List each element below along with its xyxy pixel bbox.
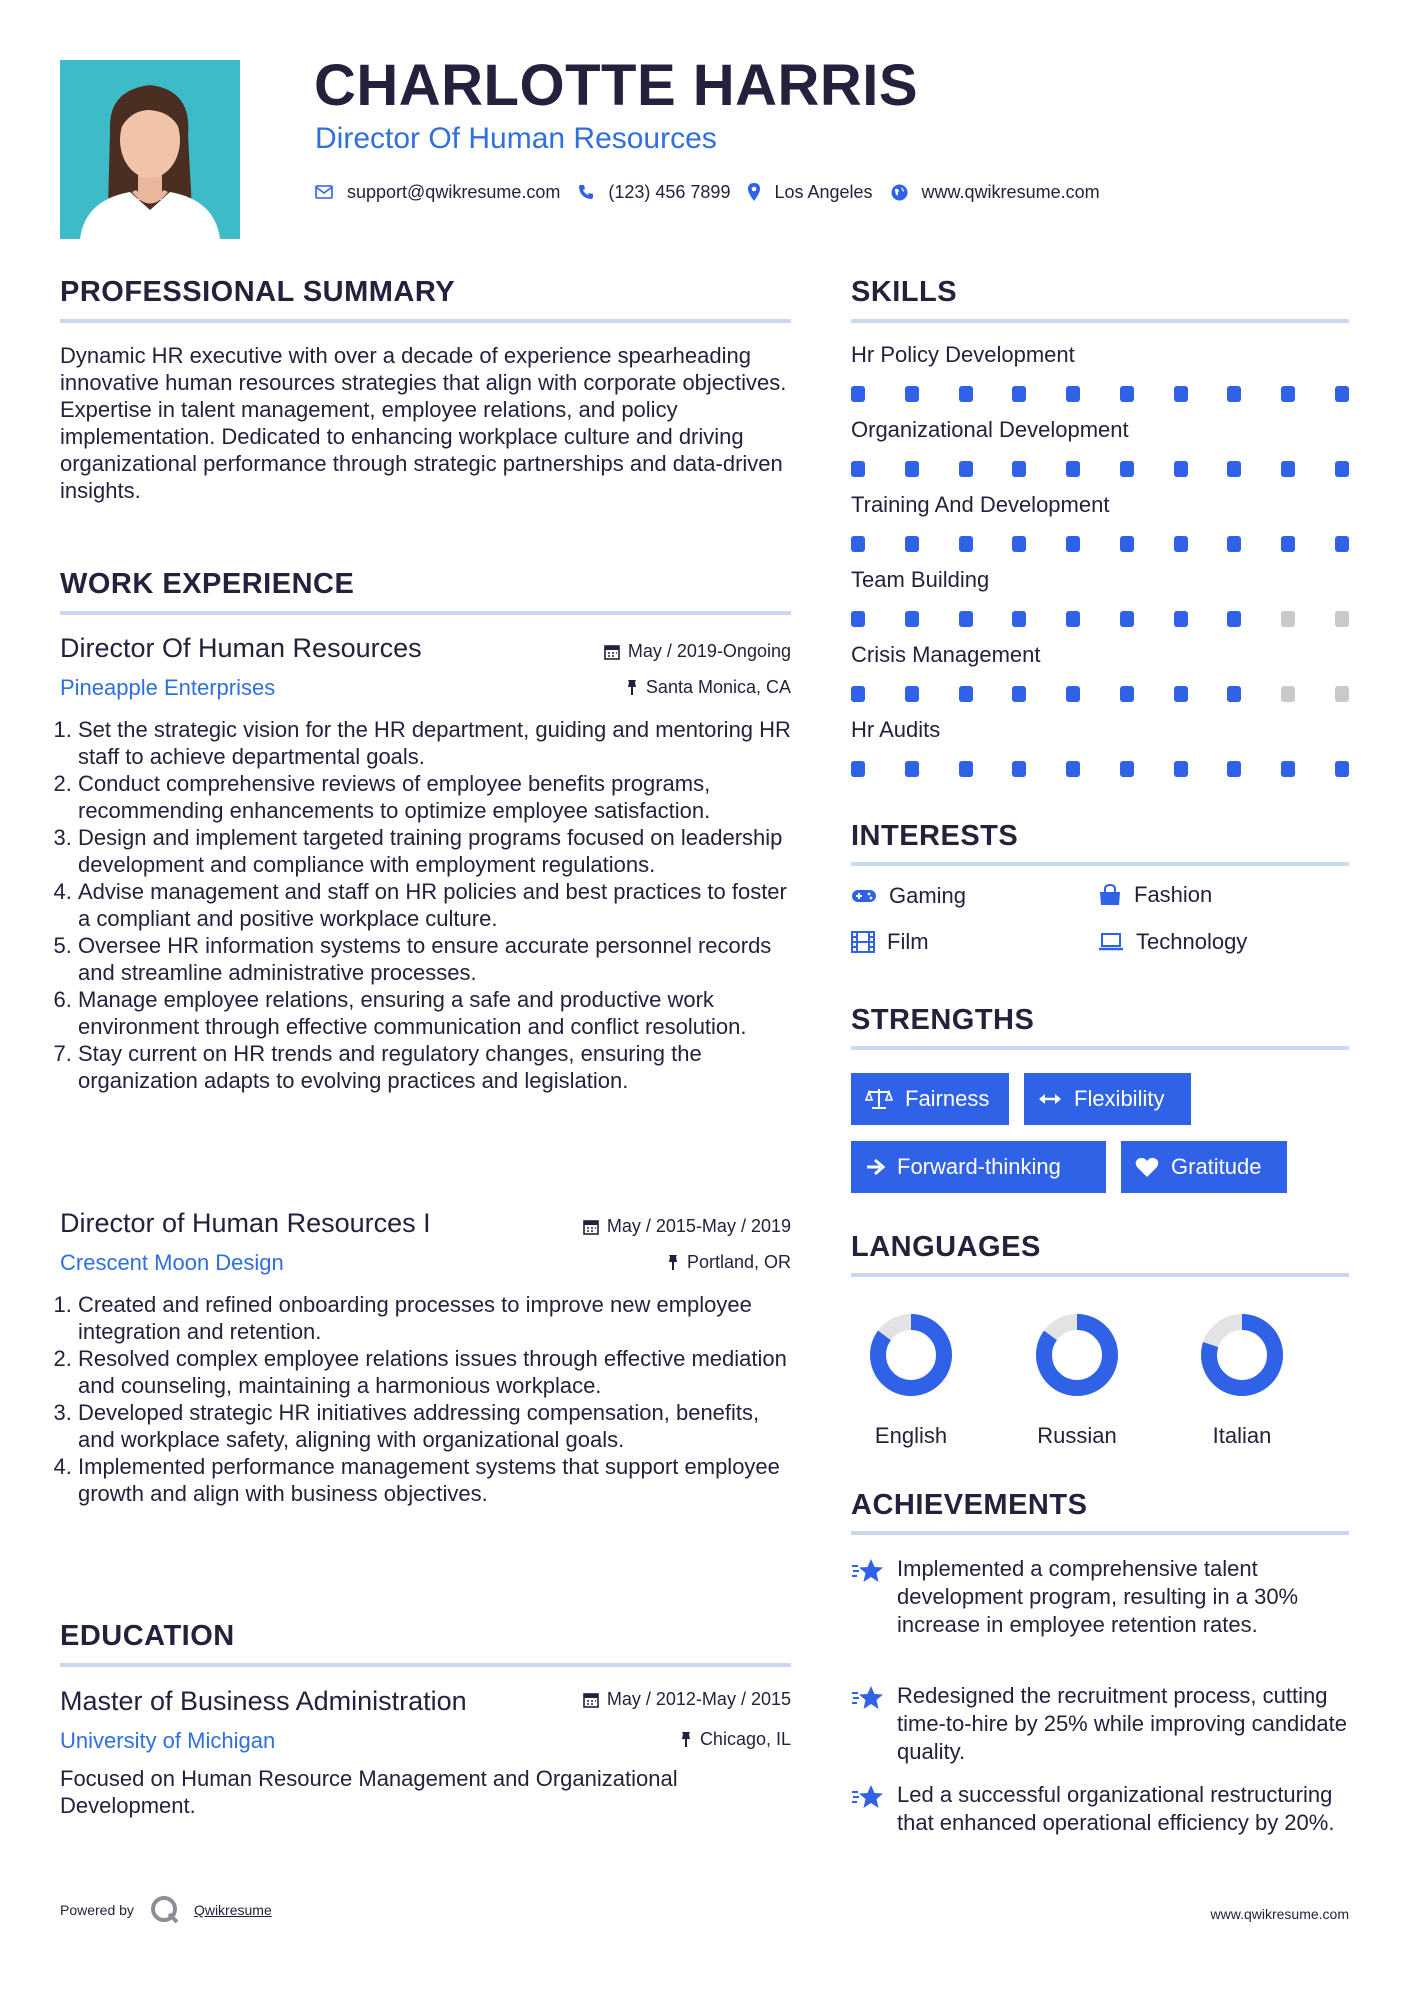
language-russian bbox=[1017, 1310, 1137, 1449]
language-italian bbox=[1182, 1310, 1302, 1449]
skill-dot-filled bbox=[851, 536, 865, 552]
job-location-text: Portland, OR bbox=[686, 1252, 791, 1272]
skill-dot-filled bbox=[959, 761, 973, 777]
skill-dot-filled bbox=[959, 686, 973, 702]
interest-label: Film bbox=[887, 929, 929, 954]
job-title: Director of Human Resources I bbox=[60, 1208, 431, 1238]
skill-dot-filled bbox=[1012, 686, 1026, 702]
education-dates bbox=[583, 1689, 791, 1710]
skill-dot-filled bbox=[1281, 761, 1295, 777]
duty-item: 7. Stay current on HR trends and regulatory changes, ensuring the organization adapts to evolving practices and legislation. bbox=[78, 1040, 791, 1094]
website-text: www.qwikresume.com bbox=[921, 181, 1100, 202]
calendar-icon bbox=[583, 1219, 599, 1235]
contact-email[interactable] bbox=[315, 182, 560, 203]
summary-divider bbox=[60, 319, 791, 323]
interest-technology bbox=[1098, 929, 1247, 955]
education-description: Focused on Human Resource Management and Organizational Development. bbox=[60, 1766, 678, 1818]
star-icon bbox=[851, 1684, 885, 1712]
pushpin-icon bbox=[680, 1731, 692, 1748]
skill-dot-filled bbox=[851, 461, 865, 477]
skill-dot-filled bbox=[905, 386, 919, 402]
summary-text: Dynamic HR executive with over a decade of experience spearheading innovative human resources strategies that align with corporate objectives. Expertise in talent management, employee relations, and policy implementation. Dedicated to enhancing workplace culture and driving organizational performance through strategic partnerships and data-driven insights. bbox=[60, 343, 787, 503]
heart-icon bbox=[1135, 1156, 1159, 1178]
contact-location bbox=[748, 182, 872, 203]
powered-by-label: Powered by bbox=[60, 1902, 134, 1918]
skills-list bbox=[851, 342, 1349, 792]
skill-dot-filled bbox=[1174, 461, 1188, 477]
skill-level-dots bbox=[851, 686, 1349, 702]
duty-item: 4. Implemented performance management systems that support employee growth and align with business objectives. bbox=[78, 1453, 791, 1507]
calendar-icon bbox=[604, 644, 620, 660]
achievement-text: Led a successful organizational restructuring that enhanced operational efficiency by 20%. bbox=[897, 1782, 1335, 1835]
skill-dot-empty bbox=[1281, 686, 1295, 702]
star-icon bbox=[851, 1557, 885, 1585]
strength-label: Flexibility bbox=[1074, 1086, 1165, 1111]
skill-name: Hr Policy Development bbox=[851, 342, 1075, 367]
skill-dot-filled bbox=[1281, 386, 1295, 402]
job-company: Pineapple Enterprises bbox=[60, 675, 276, 700]
job-dates bbox=[604, 641, 791, 662]
skill-dot-filled bbox=[1066, 761, 1080, 777]
skill-dot-filled bbox=[1012, 386, 1026, 402]
skill-name: Hr Audits bbox=[851, 717, 941, 742]
language-donut bbox=[1182, 1310, 1302, 1400]
interest-fashion bbox=[1098, 882, 1212, 908]
skill-dot-filled bbox=[1066, 536, 1080, 552]
skills-divider bbox=[851, 319, 1349, 323]
education-location bbox=[680, 1729, 791, 1750]
languages-heading: LANGUAGES bbox=[851, 1231, 1041, 1263]
envelope-icon bbox=[315, 185, 333, 199]
contact-phone[interactable] bbox=[578, 182, 730, 203]
skill-dot-empty bbox=[1281, 611, 1295, 627]
education-location-text: Chicago, IL bbox=[699, 1729, 791, 1749]
summary-heading: PROFESSIONAL SUMMARY bbox=[60, 276, 456, 308]
skill-dot-filled bbox=[1281, 536, 1295, 552]
skill-dot-filled bbox=[905, 536, 919, 552]
map-marker-icon bbox=[748, 183, 760, 201]
skill-dot-filled bbox=[1227, 761, 1241, 777]
skill-dot-filled bbox=[1335, 386, 1349, 402]
pushpin-icon bbox=[626, 679, 638, 696]
interest-label: Technology bbox=[1136, 929, 1248, 954]
language-donut bbox=[851, 1310, 971, 1400]
skill-dot-filled bbox=[1227, 686, 1241, 702]
strength-label: Fairness bbox=[905, 1086, 990, 1111]
profile-photo bbox=[60, 60, 240, 239]
pushpin-icon bbox=[667, 1254, 679, 1271]
duty-item: 6. Manage employee relations, ensuring a safe and productive work environment through effective communication and conflict resolution. bbox=[78, 986, 791, 1040]
skill-dot-filled bbox=[1012, 761, 1026, 777]
skill-dot-filled bbox=[1281, 461, 1295, 477]
skill-level-dots bbox=[851, 461, 1349, 477]
skill-level-dots bbox=[851, 611, 1349, 627]
achievements-heading: ACHIEVEMENTS bbox=[851, 1489, 1088, 1521]
achievement-text: Redesigned the recruitment process, cutting time-to-hire by 25% while improving candidate quality. bbox=[897, 1683, 1347, 1764]
job-location-text: Santa Monica, CA bbox=[645, 677, 791, 697]
star-icon bbox=[851, 1783, 885, 1811]
interest-label: Fashion bbox=[1134, 882, 1213, 907]
job-dates bbox=[583, 1216, 791, 1237]
skill-dot-filled bbox=[1120, 761, 1134, 777]
arrow-right-icon bbox=[865, 1158, 885, 1176]
language-english bbox=[851, 1310, 971, 1449]
duty-item: 3. Design and implement targeted training programs focused on leadership development and compliance with employment regulations. bbox=[78, 824, 791, 878]
job-dates-text: May / 2019-Ongoing bbox=[627, 641, 791, 661]
duty-item: 4. Advise management and staff on HR policies and best practices to foster a compliant and positive workplace culture. bbox=[78, 878, 791, 932]
skill-dot-filled bbox=[1227, 386, 1241, 402]
skill-name: Crisis Management bbox=[851, 642, 1041, 667]
strengths-divider bbox=[851, 1046, 1349, 1050]
arrows-horizontal-icon bbox=[1038, 1092, 1062, 1106]
skill-dot-filled bbox=[851, 386, 865, 402]
skill-dot-filled bbox=[1120, 386, 1134, 402]
skill-dot-filled bbox=[959, 611, 973, 627]
skill-dot-filled bbox=[1174, 386, 1188, 402]
skill-dot-filled bbox=[1120, 461, 1134, 477]
job-duties-list bbox=[60, 1291, 791, 1507]
interests-divider bbox=[851, 862, 1349, 866]
education-heading: EDUCATION bbox=[60, 1620, 235, 1652]
degree-title: Master of Business Administration bbox=[60, 1686, 467, 1716]
language-name: English bbox=[874, 1423, 948, 1448]
skill-dot-filled bbox=[1174, 761, 1188, 777]
experience-divider bbox=[60, 611, 791, 615]
strengths-heading: STRENGTHS bbox=[851, 1004, 1035, 1036]
skill-dot-filled bbox=[1066, 686, 1080, 702]
skill-dot-filled bbox=[1174, 536, 1188, 552]
candidate-name: CHARLOTTE HARRIS bbox=[314, 53, 919, 118]
skill-dot-empty bbox=[1335, 611, 1349, 627]
skill-row bbox=[851, 642, 1349, 717]
achievement-item bbox=[851, 1682, 1349, 1766]
skill-dot-filled bbox=[959, 536, 973, 552]
location-text: Los Angeles bbox=[774, 181, 873, 202]
contact-bar bbox=[315, 180, 1118, 204]
strength-badge-fairness bbox=[851, 1073, 1009, 1125]
skill-row bbox=[851, 567, 1349, 642]
skill-dot-filled bbox=[959, 386, 973, 402]
film-icon bbox=[851, 931, 875, 953]
interest-label: Gaming bbox=[889, 883, 967, 908]
duty-item: 1. Created and refined onboarding processes to improve new employee integration and retention. bbox=[78, 1291, 791, 1345]
footer-website[interactable]: www.qwikresume.com bbox=[1210, 1906, 1349, 1922]
interests-heading: INTERESTS bbox=[851, 820, 1019, 852]
skill-dot-filled bbox=[1174, 611, 1188, 627]
globe-icon bbox=[891, 184, 908, 201]
skill-dot-filled bbox=[1227, 611, 1241, 627]
skill-dot-filled bbox=[905, 461, 919, 477]
skill-dot-empty bbox=[1335, 686, 1349, 702]
skill-dot-filled bbox=[1012, 536, 1026, 552]
strength-badge-flexibility bbox=[1024, 1073, 1191, 1125]
strength-label: Forward-thinking bbox=[897, 1154, 1061, 1179]
achievements-divider bbox=[851, 1531, 1349, 1535]
skill-dot-filled bbox=[851, 611, 865, 627]
skill-dot-filled bbox=[1120, 686, 1134, 702]
skill-row bbox=[851, 492, 1349, 567]
duty-item: 2. Conduct comprehensive reviews of employee benefits programs, recommending enhancements to optimize employee satisfaction. bbox=[78, 770, 791, 824]
skill-level-dots bbox=[851, 536, 1349, 552]
skill-dot-filled bbox=[1335, 761, 1349, 777]
skill-dot-filled bbox=[1012, 461, 1026, 477]
shopping-bag-icon bbox=[1098, 884, 1122, 906]
skill-name: Training And Development bbox=[851, 492, 1110, 517]
skill-dot-filled bbox=[1066, 461, 1080, 477]
languages-divider bbox=[851, 1273, 1349, 1277]
balance-scale-icon bbox=[865, 1087, 893, 1111]
skill-dot-filled bbox=[1335, 536, 1349, 552]
duty-item: 1. Set the strategic vision for the HR department, guiding and mentoring HR staff to achieve departmental goals. bbox=[78, 716, 791, 770]
skill-dot-filled bbox=[1227, 536, 1241, 552]
skill-row bbox=[851, 342, 1349, 417]
strength-label: Gratitude bbox=[1171, 1154, 1262, 1179]
skill-dot-filled bbox=[959, 461, 973, 477]
language-donut bbox=[1017, 1310, 1137, 1400]
footer-powered-by bbox=[60, 1895, 272, 1925]
skill-dot-filled bbox=[1066, 611, 1080, 627]
skill-level-dots bbox=[851, 761, 1349, 777]
candidate-role: Director Of Human Resources bbox=[315, 122, 717, 155]
duty-item: 3. Developed strategic HR initiatives addressing compensation, benefits, and workplace safety, aligning with organizational goals. bbox=[78, 1399, 791, 1453]
duty-item: 2. Resolved complex employee relations issues through effective mediation and counseling, maintaining a harmonious workplace. bbox=[78, 1345, 791, 1399]
job-duties-list bbox=[60, 716, 791, 1094]
skills-heading: SKILLS bbox=[851, 276, 958, 308]
school-name: University of Michigan bbox=[60, 1728, 276, 1753]
contact-website[interactable] bbox=[891, 182, 1100, 203]
language-name: Russian bbox=[1037, 1423, 1117, 1448]
phone-icon bbox=[578, 184, 594, 200]
skill-name: Organizational Development bbox=[851, 417, 1129, 442]
skill-name: Team Building bbox=[851, 567, 990, 592]
strength-badge-forward-thinking bbox=[851, 1141, 1106, 1193]
phone-text: (123) 456 7899 bbox=[608, 181, 731, 202]
duty-item: 5. Oversee HR information systems to ensure accurate personnel records and streamline administrative processes. bbox=[78, 932, 791, 986]
strength-badge-gratitude bbox=[1121, 1141, 1287, 1193]
skill-dot-filled bbox=[1012, 611, 1026, 627]
email-text: support@qwikresume.com bbox=[347, 181, 561, 202]
skill-dot-filled bbox=[905, 761, 919, 777]
language-name: Italian bbox=[1212, 1423, 1272, 1448]
laptop-icon bbox=[1098, 932, 1124, 952]
skill-row bbox=[851, 417, 1349, 492]
qwikresume-logo-icon bbox=[150, 1895, 180, 1925]
achievement-item bbox=[851, 1781, 1349, 1837]
job-location bbox=[667, 1252, 791, 1273]
skill-dot-filled bbox=[1227, 461, 1241, 477]
skill-dot-filled bbox=[1174, 686, 1188, 702]
achievement-item bbox=[851, 1555, 1349, 1639]
interest-film bbox=[851, 929, 929, 955]
skill-dot-filled bbox=[851, 761, 865, 777]
calendar-icon bbox=[583, 1692, 599, 1708]
achievement-text: Implemented a comprehensive talent development program, resulting in a 30% increase in employee retention rates. bbox=[897, 1556, 1299, 1637]
skill-level-dots bbox=[851, 386, 1349, 402]
skill-dot-filled bbox=[1120, 536, 1134, 552]
education-dates-text: May / 2012-May / 2015 bbox=[606, 1689, 791, 1709]
skill-dot-filled bbox=[1120, 611, 1134, 627]
job-company: Crescent Moon Design bbox=[60, 1250, 284, 1275]
qwikresume-link[interactable]: Qwikresume bbox=[193, 1902, 272, 1918]
education-divider bbox=[60, 1663, 791, 1667]
skill-dot-filled bbox=[851, 686, 865, 702]
skill-row bbox=[851, 717, 1349, 792]
gamepad-icon bbox=[851, 888, 877, 904]
experience-heading: WORK EXPERIENCE bbox=[60, 568, 355, 600]
job-location bbox=[626, 677, 791, 698]
skill-dot-filled bbox=[905, 686, 919, 702]
skill-dot-filled bbox=[905, 611, 919, 627]
job-dates-text: May / 2015-May / 2019 bbox=[606, 1216, 791, 1236]
skill-dot-filled bbox=[1066, 386, 1080, 402]
job-title: Director Of Human Resources bbox=[60, 633, 422, 663]
skill-dot-filled bbox=[1335, 461, 1349, 477]
interest-gaming bbox=[851, 883, 966, 909]
